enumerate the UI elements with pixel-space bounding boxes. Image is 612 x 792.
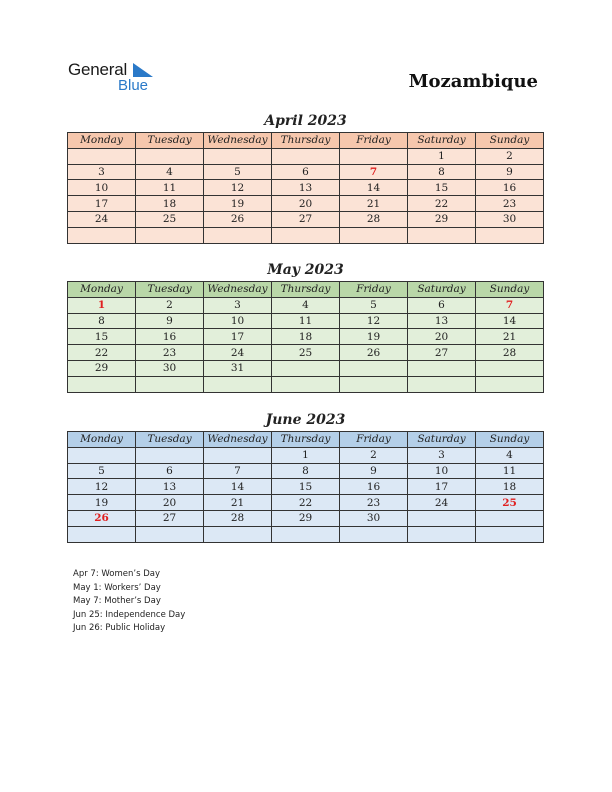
weekday-header: Sunday — [476, 282, 544, 298]
day-cell: 27 — [408, 345, 476, 361]
empty-day-cell — [476, 376, 544, 392]
empty-day-cell — [68, 447, 136, 463]
day-cell: 1 — [68, 297, 136, 313]
weekday-header: Wednesday — [204, 282, 272, 298]
day-cell: 9 — [136, 313, 204, 329]
day-cell: 15 — [272, 479, 340, 495]
empty-day-cell — [476, 227, 544, 243]
empty-day-cell — [272, 360, 340, 376]
day-cell: 19 — [68, 495, 136, 511]
day-cell: 13 — [136, 479, 204, 495]
empty-day-cell — [340, 360, 408, 376]
week-row — [68, 447, 544, 463]
weekday-header: Monday — [68, 432, 136, 448]
empty-day-cell — [204, 526, 272, 542]
day-cell: 15 — [408, 180, 476, 196]
weekday-header: Tuesday — [136, 432, 204, 448]
day-cell: 24 — [204, 345, 272, 361]
day-cell: 24 — [408, 495, 476, 511]
day-cell: 26 — [68, 510, 136, 526]
empty-day-cell — [68, 148, 136, 164]
day-cell: 16 — [476, 180, 544, 196]
empty-day-cell — [68, 227, 136, 243]
day-cell: 18 — [476, 479, 544, 495]
holiday-note: Jun 25: Independence Day — [73, 609, 186, 620]
day-cell: 31 — [204, 360, 272, 376]
empty-day-cell — [408, 376, 476, 392]
week-row — [68, 345, 544, 361]
day-cell: 20 — [272, 196, 340, 212]
day-cell: 2 — [136, 297, 204, 313]
weekday-header: Saturday — [408, 133, 476, 149]
weekday-header: Monday — [68, 133, 136, 149]
day-cell: 4 — [476, 447, 544, 463]
holiday-note: May 7: Mother’s Day — [73, 596, 161, 606]
holiday-note: Jun 26: Public Holiday — [73, 623, 166, 633]
week-row — [68, 313, 544, 329]
day-cell: 9 — [476, 164, 544, 180]
day-cell: 17 — [408, 479, 476, 495]
weekday-header: Saturday — [408, 432, 476, 448]
empty-day-cell — [272, 227, 340, 243]
day-cell: 22 — [408, 196, 476, 212]
day-cell: 11 — [476, 463, 544, 479]
day-cell: 28 — [204, 510, 272, 526]
empty-day-cell — [476, 360, 544, 376]
day-cell: 27 — [272, 211, 340, 227]
day-cell: 19 — [340, 329, 408, 345]
day-cell: 6 — [136, 463, 204, 479]
day-cell: 29 — [272, 510, 340, 526]
day-cell: 8 — [272, 463, 340, 479]
weekday-header: Wednesday — [204, 133, 272, 149]
day-cell: 10 — [408, 463, 476, 479]
weekday-header: Thursday — [272, 432, 340, 448]
day-cell: 22 — [68, 345, 136, 361]
week-row — [68, 227, 544, 243]
day-cell: 25 — [136, 211, 204, 227]
week-row — [68, 479, 544, 495]
day-cell: 1 — [408, 148, 476, 164]
day-cell: 12 — [68, 479, 136, 495]
day-cell: 1 — [272, 447, 340, 463]
week-row — [68, 376, 544, 392]
empty-day-cell — [408, 360, 476, 376]
day-cell: 8 — [408, 164, 476, 180]
day-cell: 8 — [68, 313, 136, 329]
day-cell: 5 — [68, 463, 136, 479]
weekday-header: Tuesday — [136, 282, 204, 298]
empty-day-cell — [68, 526, 136, 542]
empty-day-cell — [340, 526, 408, 542]
week-row — [68, 526, 544, 542]
empty-day-cell — [272, 148, 340, 164]
day-cell: 23 — [340, 495, 408, 511]
day-cell: 12 — [340, 313, 408, 329]
empty-day-cell — [272, 526, 340, 542]
day-cell: 6 — [408, 297, 476, 313]
empty-day-cell — [136, 447, 204, 463]
holiday-note: Apr 7: Women’s Day — [73, 569, 161, 579]
logo-flag-icon — [133, 63, 153, 77]
empty-day-cell — [408, 510, 476, 526]
day-cell: 6 — [272, 164, 340, 180]
empty-day-cell — [340, 227, 408, 243]
empty-day-cell — [136, 526, 204, 542]
day-cell: 26 — [204, 211, 272, 227]
week-row — [68, 148, 544, 164]
empty-day-cell — [68, 376, 136, 392]
day-cell: 27 — [136, 510, 204, 526]
day-cell: 21 — [476, 329, 544, 345]
day-cell: 22 — [272, 495, 340, 511]
day-cell: 28 — [476, 345, 544, 361]
day-cell: 17 — [204, 329, 272, 345]
day-cell: 14 — [476, 313, 544, 329]
calendar-table — [67, 132, 544, 244]
day-cell: 11 — [272, 313, 340, 329]
day-cell: 14 — [204, 479, 272, 495]
generalblue-logo — [68, 60, 168, 100]
day-cell: 13 — [272, 180, 340, 196]
day-cell: 30 — [340, 510, 408, 526]
day-cell: 30 — [476, 211, 544, 227]
calendar-table — [67, 431, 544, 543]
day-cell: 20 — [408, 329, 476, 345]
weekday-header: Friday — [340, 432, 408, 448]
empty-day-cell — [272, 376, 340, 392]
day-cell: 18 — [136, 196, 204, 212]
week-row — [68, 495, 544, 511]
week-row — [68, 164, 544, 180]
empty-day-cell — [204, 376, 272, 392]
day-cell: 18 — [272, 329, 340, 345]
day-cell: 17 — [68, 196, 136, 212]
month-title: April 2023 — [264, 113, 347, 129]
weekday-header: Friday — [340, 133, 408, 149]
empty-day-cell — [136, 148, 204, 164]
day-cell: 23 — [136, 345, 204, 361]
weekday-header: Friday — [340, 282, 408, 298]
day-cell: 25 — [476, 495, 544, 511]
logo-text-general: General — [68, 60, 128, 79]
day-cell: 26 — [340, 345, 408, 361]
day-cell: 16 — [340, 479, 408, 495]
day-cell: 23 — [476, 196, 544, 212]
month-april — [67, 111, 544, 244]
day-cell: 16 — [136, 329, 204, 345]
empty-day-cell — [408, 526, 476, 542]
day-cell: 19 — [204, 196, 272, 212]
day-cell: 11 — [136, 180, 204, 196]
weekday-header: Saturday — [408, 282, 476, 298]
day-cell: 4 — [272, 297, 340, 313]
day-cell: 2 — [476, 148, 544, 164]
day-cell: 3 — [204, 297, 272, 313]
day-cell: 7 — [204, 463, 272, 479]
day-cell: 3 — [68, 164, 136, 180]
weekday-header-row — [68, 432, 544, 448]
day-cell: 7 — [476, 297, 544, 313]
week-row — [68, 196, 544, 212]
holiday-notes — [73, 568, 185, 636]
week-row — [68, 180, 544, 196]
weekday-header: Sunday — [476, 133, 544, 149]
day-cell: 3 — [408, 447, 476, 463]
day-cell: 21 — [204, 495, 272, 511]
day-cell: 10 — [68, 180, 136, 196]
day-cell: 29 — [68, 360, 136, 376]
day-cell: 21 — [340, 196, 408, 212]
day-cell: 10 — [204, 313, 272, 329]
empty-day-cell — [136, 227, 204, 243]
day-cell: 7 — [340, 164, 408, 180]
calendar-table — [67, 281, 544, 393]
weekday-header: Wednesday — [204, 432, 272, 448]
weekday-header-row — [68, 282, 544, 298]
day-cell: 30 — [136, 360, 204, 376]
day-cell: 5 — [204, 164, 272, 180]
month-may — [67, 260, 544, 393]
weekday-header-row — [68, 133, 544, 149]
day-cell: 28 — [340, 211, 408, 227]
empty-day-cell — [136, 376, 204, 392]
weekday-header: Sunday — [476, 432, 544, 448]
empty-day-cell — [476, 510, 544, 526]
empty-day-cell — [204, 447, 272, 463]
empty-day-cell — [408, 227, 476, 243]
month-title: June 2023 — [265, 412, 346, 428]
month-title: May 2023 — [267, 262, 344, 278]
empty-day-cell — [340, 376, 408, 392]
day-cell: 24 — [68, 211, 136, 227]
month-june — [67, 410, 544, 543]
week-row — [68, 211, 544, 227]
empty-day-cell — [204, 148, 272, 164]
weekday-header: Monday — [68, 282, 136, 298]
week-row — [68, 510, 544, 526]
weekday-header: Thursday — [272, 282, 340, 298]
holiday-note: May 1: Workers’ Day — [73, 582, 161, 593]
empty-day-cell — [340, 148, 408, 164]
week-row — [68, 360, 544, 376]
day-cell: 9 — [340, 463, 408, 479]
weekday-header: Tuesday — [136, 133, 204, 149]
weekday-header: Thursday — [272, 133, 340, 149]
country-title: Mozambique — [408, 71, 538, 92]
day-cell: 20 — [136, 495, 204, 511]
day-cell: 14 — [340, 180, 408, 196]
day-cell: 2 — [340, 447, 408, 463]
empty-day-cell — [476, 526, 544, 542]
day-cell: 12 — [204, 180, 272, 196]
day-cell: 4 — [136, 164, 204, 180]
day-cell: 15 — [68, 329, 136, 345]
logo-text-blue: Blue — [118, 77, 149, 94]
day-cell: 5 — [340, 297, 408, 313]
empty-day-cell — [204, 227, 272, 243]
day-cell: 25 — [272, 345, 340, 361]
week-row — [68, 463, 544, 479]
week-row — [68, 329, 544, 345]
day-cell: 29 — [408, 211, 476, 227]
week-row — [68, 297, 544, 313]
day-cell: 13 — [408, 313, 476, 329]
